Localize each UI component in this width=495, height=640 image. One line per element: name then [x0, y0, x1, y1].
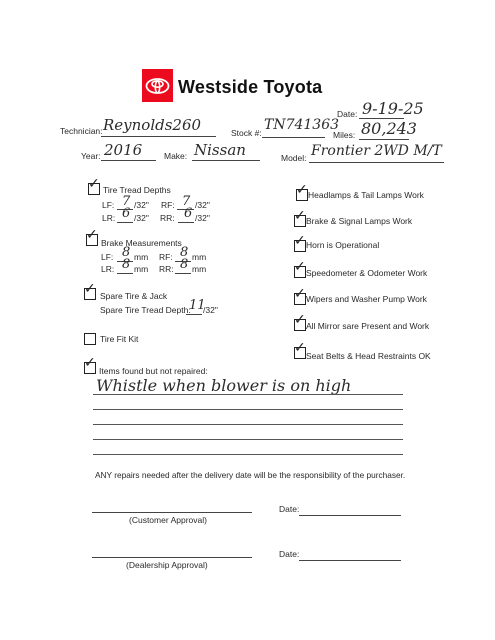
headlamps-label: Headlamps & Tail Lamps Work: [308, 190, 424, 200]
seat-belts-checkbox[interactable]: [294, 340, 306, 359]
brake-rr-value[interactable]: 8: [180, 257, 189, 272]
items-found-label: Items found but not repaired:: [99, 366, 208, 376]
items-found-note[interactable]: Whistle when blower is on high: [96, 376, 352, 395]
dealership-date-label: Date:: [279, 549, 300, 559]
toyota-logo-icon: [142, 69, 173, 102]
model-label: Model:: [281, 153, 307, 163]
model-line: [309, 162, 444, 163]
brake-rf-label: RF:: [159, 252, 173, 262]
note-line-1: [93, 394, 403, 395]
stock-label: Stock #:: [231, 128, 262, 138]
tread-rr-label: RR:: [160, 213, 175, 223]
tire-fit-label: Tire Fit Kit: [100, 334, 139, 344]
seat-belts-label: Seat Belts & Head Restraints OK: [306, 351, 431, 361]
brake-lr-line: [117, 273, 133, 274]
date-value[interactable]: 9-19-25: [362, 99, 424, 118]
horn-checkbox[interactable]: [294, 233, 306, 252]
tread-rf-value[interactable]: 7: [182, 194, 191, 209]
tread-lr-line: [117, 222, 133, 223]
brake-lf-label: LF:: [101, 252, 114, 262]
tire-tread-checkbox[interactable]: [88, 176, 100, 195]
miles-line: [359, 139, 409, 140]
check-mark-icon: ✓: [294, 340, 306, 356]
note-line-5: [93, 454, 403, 455]
check-mark-icon: ✓: [294, 208, 306, 224]
brake-signal-label: Brake & Signal Lamps Work: [306, 216, 413, 226]
mirrors-checkbox[interactable]: [294, 312, 306, 331]
make-value[interactable]: Nissan: [194, 141, 246, 159]
tread-lf-unit: /32": [134, 200, 149, 210]
spare-depth-value[interactable]: 11: [189, 298, 206, 313]
customer-date-label: Date:: [279, 504, 300, 514]
check-mark-icon: ✓: [294, 312, 306, 328]
note-line-3: [93, 424, 403, 425]
date-label: Date:: [337, 109, 358, 119]
wipers-checkbox[interactable]: [294, 286, 306, 305]
check-mark-icon: ✓: [296, 182, 308, 198]
make-line: [192, 160, 260, 161]
tread-lr-label: LR:: [102, 213, 116, 223]
check-mark-icon: ✓: [84, 355, 96, 371]
brake-rr-line: [175, 273, 191, 274]
spare-depth-label: Spare Tire Tread Depth:: [100, 305, 191, 315]
tread-rr-value[interactable]: 6: [184, 206, 193, 221]
wipers-label: Wipers and Washer Pump Work: [306, 294, 427, 304]
tread-lr-unit: /32": [134, 213, 149, 223]
headlamps-checkbox[interactable]: [296, 182, 308, 201]
spare-depth-unit: /32": [203, 305, 218, 315]
speedometer-label: Speedometer & Odometer Work: [306, 268, 428, 278]
miles-value[interactable]: 80,243: [361, 119, 417, 138]
year-label: Year:: [81, 151, 101, 161]
technician-line: [101, 136, 216, 137]
check-mark-icon: ✓: [86, 227, 98, 243]
brake-signal-checkbox[interactable]: [294, 208, 306, 227]
spare-checkbox[interactable]: [84, 281, 96, 300]
brake-rr-label: RR:: [159, 264, 174, 274]
make-label: Make:: [164, 151, 188, 161]
check-mark-icon: ✓: [294, 259, 306, 275]
brake-rr-unit: mm: [192, 264, 207, 274]
horn-label: Horn is Operational: [306, 240, 380, 250]
items-found-checkbox[interactable]: [84, 355, 96, 374]
customer-approval-label: (Customer Approval): [129, 515, 207, 525]
technician-label: Technician:: [60, 126, 103, 136]
tread-lf-label: LF:: [102, 200, 115, 210]
tread-lf-value[interactable]: 7: [122, 194, 131, 209]
check-mark-icon: ✓: [294, 233, 306, 249]
check-mark-icon: ✓: [88, 176, 100, 192]
spare-label: Spare Tire & Jack: [100, 291, 168, 301]
stock-line: [262, 137, 325, 138]
speedometer-checkbox[interactable]: [294, 259, 306, 278]
brake-lr-label: LR:: [101, 264, 115, 274]
disclaimer-text: ANY repairs needed after the delivery date will be the responsibility of the purchaser.: [95, 470, 406, 480]
dealership-date-line[interactable]: [299, 560, 401, 561]
check-mark-icon: ✓: [294, 286, 306, 302]
stock-value[interactable]: TN741363: [264, 117, 340, 133]
note-line-4: [93, 439, 403, 440]
brake-lf-unit: mm: [134, 252, 149, 262]
brake-checkbox[interactable]: [86, 227, 98, 246]
tread-rf-unit: /32": [195, 200, 210, 210]
brand-name: Westside Toyota: [178, 77, 323, 97]
check-mark-icon: ✓: [84, 281, 96, 297]
brake-rf-value[interactable]: 8: [180, 245, 189, 260]
tire-tread-label: Tire Tread Depths: [103, 185, 171, 195]
tire-fit-checkbox[interactable]: [84, 333, 96, 345]
spare-depth-line: [186, 314, 202, 315]
tread-rr-unit: /32": [195, 213, 210, 223]
brake-label: Brake Measurements: [101, 238, 182, 248]
note-line-2: [93, 409, 403, 410]
tread-rf-label: RF:: [161, 200, 175, 210]
brake-lf-value[interactable]: 8: [122, 245, 131, 260]
tread-rr-line: [178, 222, 194, 223]
model-value[interactable]: Frontier 2WD M/T: [311, 143, 442, 159]
year-value[interactable]: 2016: [104, 141, 143, 159]
brake-lr-unit: mm: [134, 264, 149, 274]
tread-lr-value[interactable]: 6: [122, 206, 131, 221]
dealership-signature-line[interactable]: [92, 557, 252, 558]
customer-date-line[interactable]: [299, 515, 401, 516]
miles-label: Miles:: [333, 130, 356, 140]
brake-rf-unit: mm: [192, 252, 207, 262]
dealership-approval-label: (Dealership Approval): [126, 560, 208, 570]
customer-signature-line[interactable]: [92, 512, 252, 513]
technician-value[interactable]: Reynolds260: [103, 116, 202, 134]
brake-lr-value[interactable]: 8: [122, 257, 131, 272]
mirrors-label: All Mirror sare Present and Work: [306, 321, 430, 331]
year-line: [101, 160, 156, 161]
